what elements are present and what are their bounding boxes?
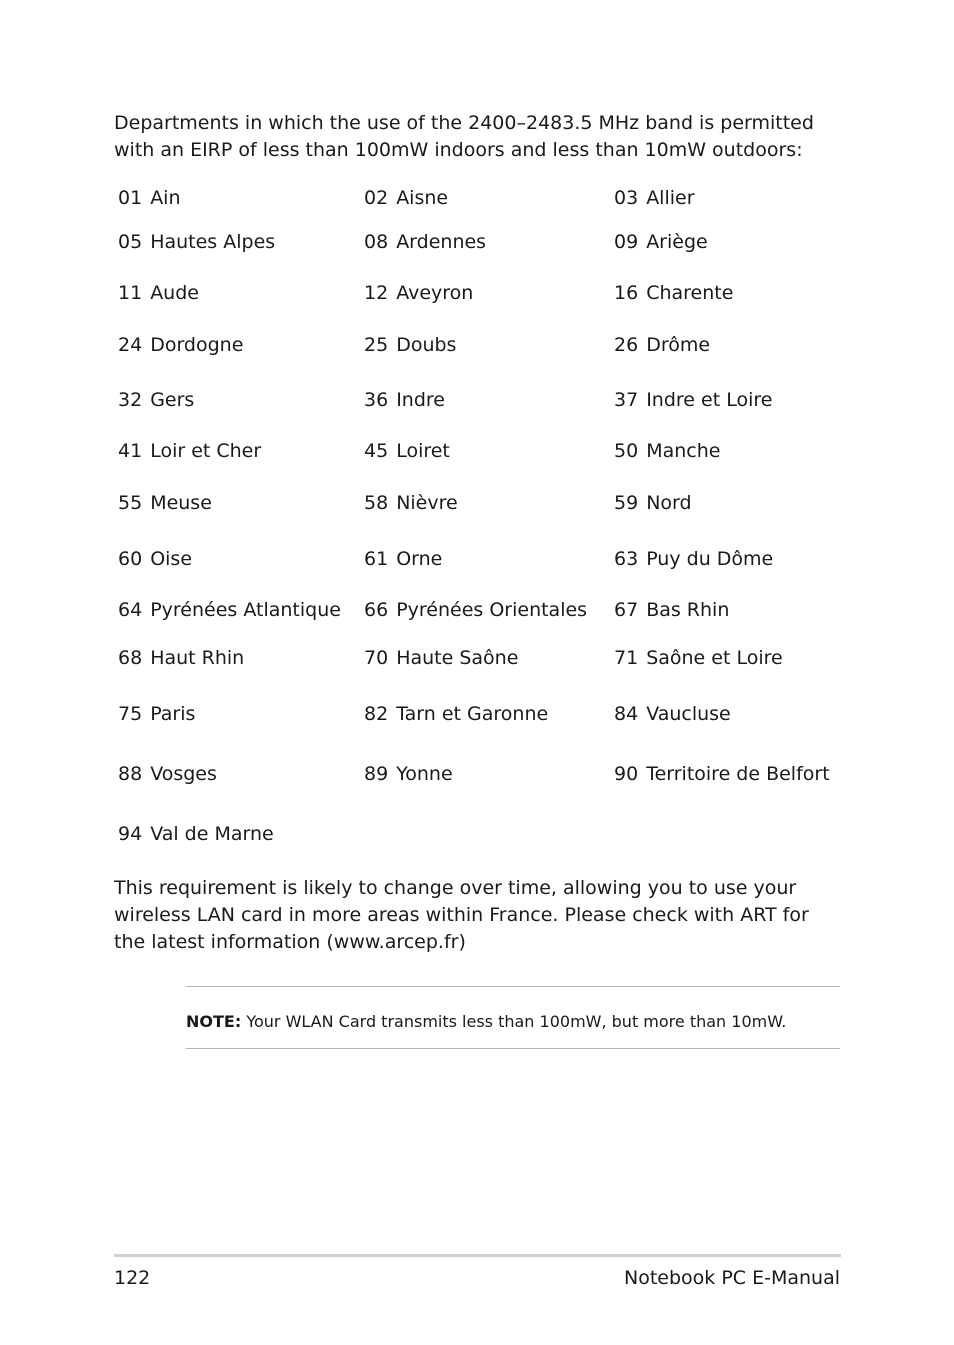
department-item [118,333,243,357]
department-number: 71 [614,647,639,669]
department-item [614,491,692,515]
department-item [118,702,195,726]
department-item [614,762,830,786]
department-name: Vaucluse [646,703,731,725]
department-item [364,333,456,357]
department-item [118,822,274,846]
department-item [118,491,212,515]
department-name: Hautes Alpes [150,231,276,253]
department-name: Aisne [396,187,449,209]
department-item [364,439,450,463]
department-number: 58 [364,492,389,514]
department-name: Aveyron [396,282,474,304]
department-name: Allier [646,187,695,209]
department-item [614,702,731,726]
department-name: Ain [150,187,181,209]
department-number: 02 [364,187,389,209]
department-name: Nièvre [396,492,458,514]
department-item [614,186,695,210]
department-item [118,439,261,463]
department-number: 60 [118,548,143,570]
department-name: Loiret [396,440,450,462]
department-item [364,762,453,786]
intro-paragraph: Departments in which the use of the 2400–2483.5 MHz band is permitted with an EIRP of less than 100mW indoors and less than 10mW outdoors: [114,112,814,161]
department-number: 26 [614,334,639,356]
department-number: 01 [118,187,143,209]
department-name: Indre et Loire [646,389,773,411]
department-name: Loir et Cher [150,440,262,462]
department-number: 45 [364,440,389,462]
department-name: Charente [646,282,734,304]
department-name: Meuse [150,492,212,514]
department-number: 67 [614,599,639,621]
note-bottom-rule [186,1048,840,1049]
department-name: Nord [646,492,692,514]
note-text: Your WLAN Card transmits less than 100mW, but more than 10mW. [241,1012,787,1031]
department-item [614,281,733,305]
department-item [614,646,783,670]
department-name: Haut Rhin [150,647,245,669]
manual-title: Notebook PC E-Manual [624,1267,840,1289]
department-number: 03 [614,187,639,209]
department-name: Val de Marne [150,823,274,845]
department-name: Ardennes [396,231,487,253]
department-name: Pyrénées Orientales [396,599,588,621]
department-number: 09 [614,231,639,253]
department-number: 94 [118,823,143,845]
department-item [364,646,518,670]
department-item [118,762,217,786]
department-number: 88 [118,763,143,785]
department-name: Haute Saône [396,647,519,669]
department-name: Oise [150,548,193,570]
department-number: 11 [118,282,143,304]
department-number: 32 [118,389,143,411]
department-item [614,333,710,357]
department-item [118,547,192,571]
department-name: Ariège [646,231,708,253]
department-name: Yonne [396,763,453,785]
department-item [364,491,458,515]
department-item [364,281,473,305]
department-number: 55 [118,492,143,514]
department-item [118,598,341,622]
department-number: 70 [364,647,389,669]
department-number: 68 [118,647,143,669]
department-number: 36 [364,389,389,411]
department-name: Doubs [396,334,457,356]
department-name: Manche [646,440,721,462]
department-item [614,598,729,622]
department-item [118,230,275,254]
department-item [364,388,445,412]
department-number: 37 [614,389,639,411]
department-number: 16 [614,282,639,304]
department-item [118,186,181,210]
department-name: Pyrénées Atlantique [150,599,341,621]
department-number: 64 [118,599,143,621]
department-item [614,439,720,463]
department-name: Territoire de Belfort [646,763,830,785]
department-name: Gers [150,389,195,411]
department-name: Drôme [646,334,711,356]
department-name: Indre [396,389,445,411]
department-name: Aude [150,282,199,304]
note-label: NOTE: [186,1012,242,1031]
department-number: 08 [364,231,389,253]
department-item [364,230,486,254]
department-number: 59 [614,492,639,514]
department-number: 12 [364,282,389,304]
department-name: Paris [150,703,196,725]
page-number: 122 [114,1267,151,1289]
department-item [614,230,708,254]
department-number: 75 [118,703,143,725]
department-number: 05 [118,231,143,253]
department-item [364,702,548,726]
department-item [118,281,199,305]
department-name: Vosges [150,763,217,785]
department-number: 90 [614,763,639,785]
department-name: Puy du Dôme [646,548,774,570]
department-number: 61 [364,548,389,570]
department-number: 89 [364,763,389,785]
footer-rule [114,1254,841,1257]
note-box [186,1011,840,1033]
department-item [614,547,773,571]
department-number: 82 [364,703,389,725]
department-number: 63 [614,548,639,570]
department-number: 41 [118,440,143,462]
department-name: Orne [396,548,443,570]
department-item [364,547,442,571]
note-top-rule [186,986,840,987]
department-number: 66 [364,599,389,621]
department-item [118,646,244,670]
department-item [118,388,194,412]
department-number: 24 [118,334,143,356]
department-number: 84 [614,703,639,725]
requirement-paragraph: This requirement is likely to change over time, allowing you to use your wireless LAN card in more areas within France. Please check with ART for the latest information (www.arcep.fr) [114,877,809,953]
department-number: 25 [364,334,389,356]
department-number: 50 [614,440,639,462]
department-name: Tarn et Garonne [396,703,549,725]
department-name: Dordogne [150,334,244,356]
department-item [614,388,772,412]
department-item [364,598,587,622]
department-item [364,186,448,210]
department-name: Bas Rhin [646,599,730,621]
department-name: Saône et Loire [646,647,783,669]
